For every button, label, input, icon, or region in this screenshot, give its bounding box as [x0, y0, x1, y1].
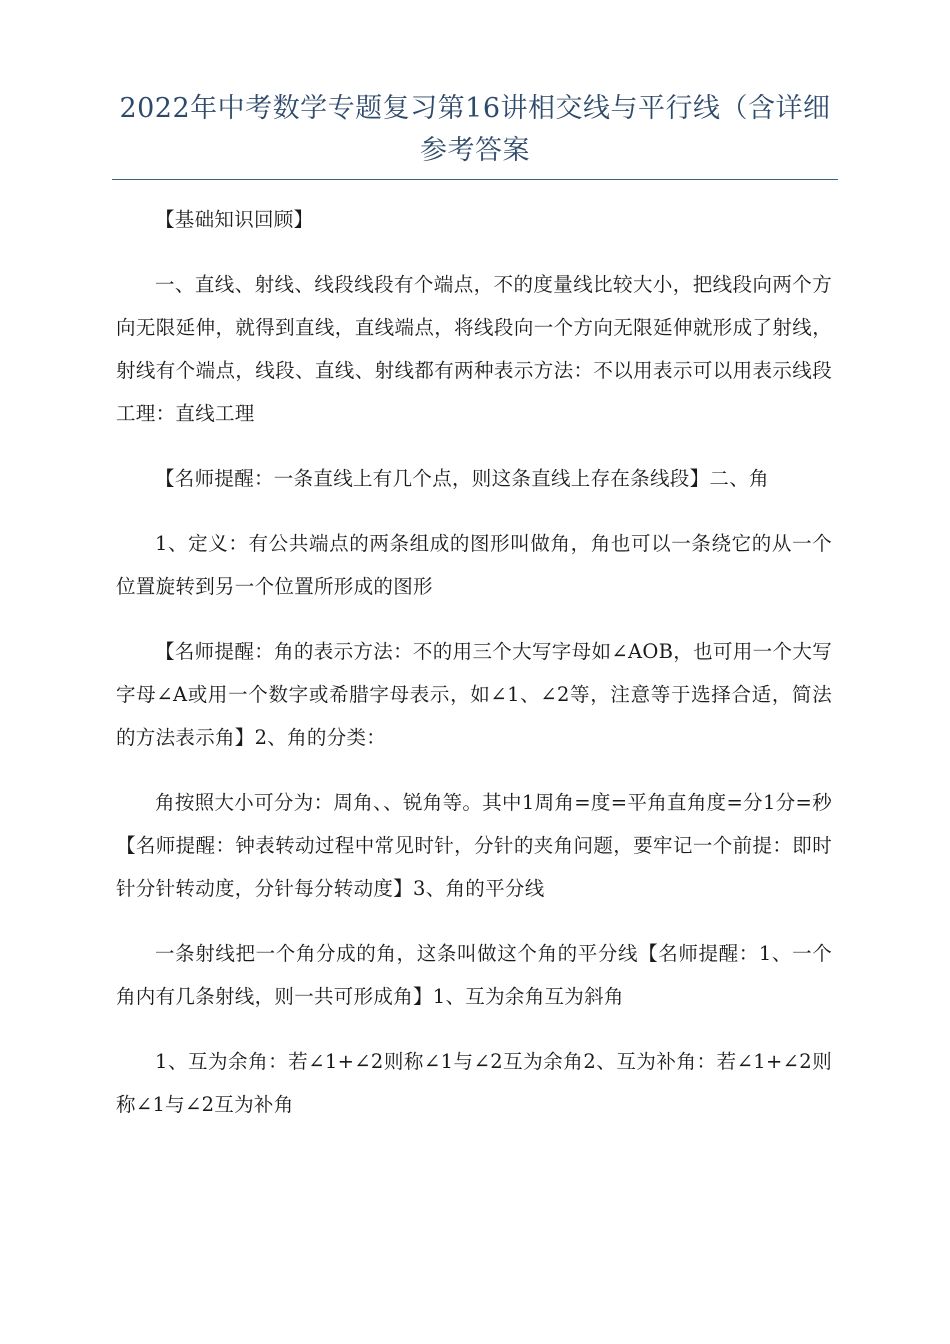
- paragraph-lines: 一、直线、射线、线段线段有个端点，不的度量线比较大小，把线段向两个方向无限延伸，就得到直线，直线端点，将线段向一个方向无限延伸就形成了射线，射线有个端点，线段、直线、射线都有两种表示方法：不以用表示可以用表示线段工理：直线工理: [116, 273, 832, 425]
- paragraph-angle-definition: 1、定义：有公共端点的两条组成的图形叫做角，角也可以一条绕它的从一个位置旋转到另一个位置所形成的图形: [116, 532, 832, 598]
- paragraph-tip-segments: 【名师提醒：一条直线上有几个点，则这条直线上存在条线段】二、角: [155, 467, 769, 490]
- paragraph-angle-classification: 角按照大小可分为：周角、、锐角等。其中1周角=度=平角直角度=分1分=秒【名师提醒：钟表转动过程中常见时针，分针的夹角问题，要牢记一个前提：即时针分针转动度，分针每分转动度】3、角的平分线: [116, 791, 832, 900]
- paragraph-angle-notation: 【名师提醒：角的表示方法：不的用三个大写字母如∠AOB，也可用一个大写字母∠A或用一个数字或希腊字母表示，如∠1、∠2等，注意等于选择合适，简法的方法表示角】2、角的分类：: [116, 640, 832, 749]
- section-heading: 【基础知识回顾】: [155, 208, 314, 231]
- paragraph-complementary-supplementary: 1、互为余角：若∠1+∠2则称∠1与∠2互为余角2、互为补角：若∠1+∠2则称∠1与∠2互为补角: [116, 1050, 832, 1116]
- document-body: [116, 198, 832, 1148]
- paragraph-angle-bisector: 一条射线把一个角分成的角，这条叫做这个角的平分线【名师提醒：1、一个角内有几条射线，则一共可形成角】1、互为余角互为斜角: [116, 942, 832, 1008]
- title-divider: [112, 179, 838, 180]
- document-title: 2022年中考数学专题复习第16讲相交线与平行线（含详细参考答案: [119, 93, 831, 166]
